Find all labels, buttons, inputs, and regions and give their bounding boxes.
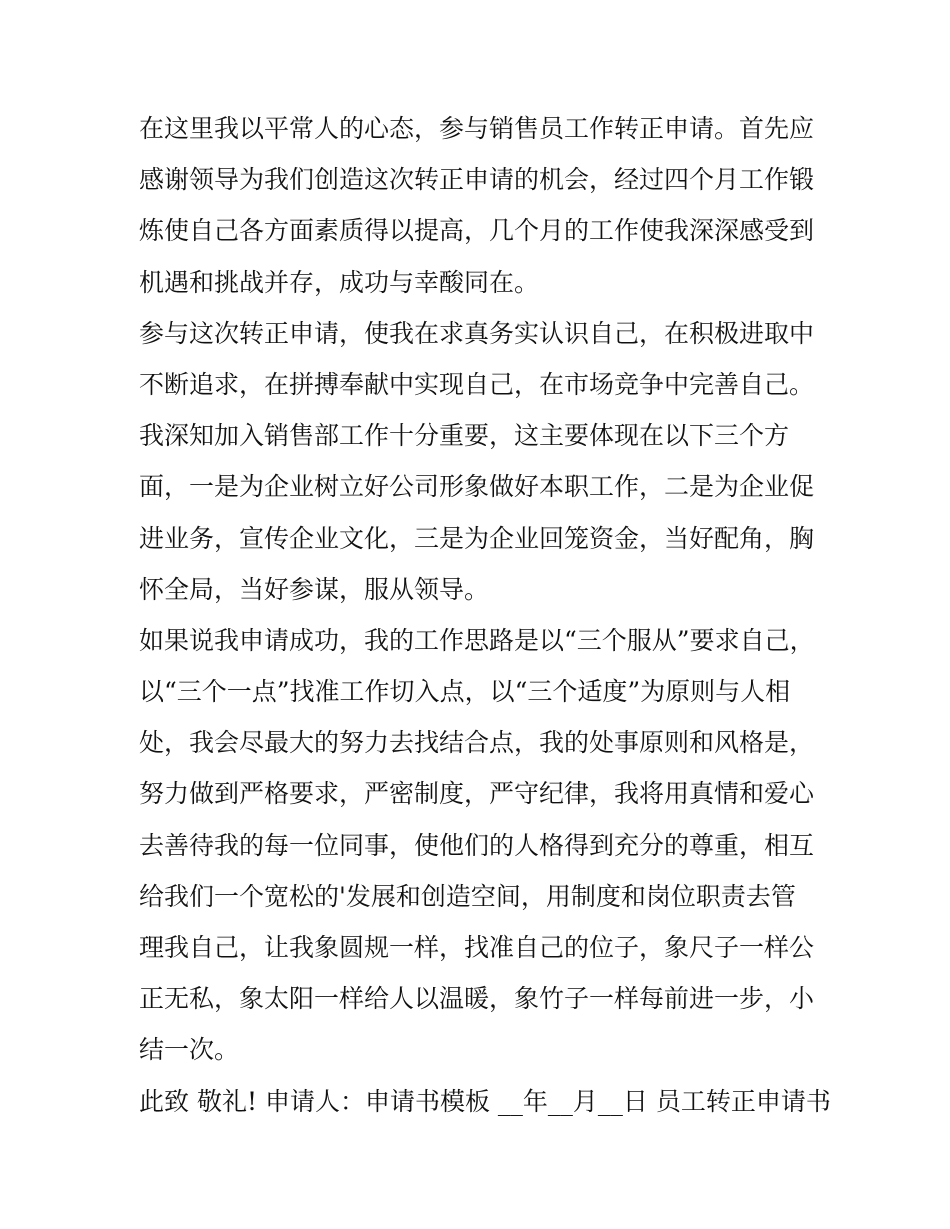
text-line: 以“三个一点”找准工作切入点，以“三个适度”为原则与人相 bbox=[139, 677, 791, 707]
text-line: 理我自己，让我象圆规一样，找准自己的位子，象尺子一样公 bbox=[139, 933, 815, 962]
text-line: 怀全局，当好参谋，服从领导。 bbox=[139, 574, 490, 604]
text-line: 给我们一个宽松的'发展和创造空间，用制度和岗位职责去管 bbox=[139, 881, 796, 911]
text-line: 面，一是为企业树立好公司形象做好本职工作，二是为企业促 bbox=[139, 472, 815, 502]
text-line: 在这里我以平常人的心态，参与销售员工作转正申请。首先应 bbox=[139, 114, 815, 143]
text-line: 参与这次转正申请，使我在求真务实认识自己，在积极进取中 bbox=[139, 318, 815, 348]
text-line: 机遇和挑战并存，成功与幸酸同在。 bbox=[139, 267, 540, 297]
text-line: 处，我会尽最大的努力去找结合点，我的处事原则和风格是， bbox=[139, 728, 815, 758]
text-line: 结一次。 bbox=[139, 1035, 240, 1065]
document-body bbox=[139, 103, 831, 1127]
text-line: 进业务，宣传企业文化，三是为企业回笼资金，当好配角，胸 bbox=[139, 523, 815, 553]
text-line: 感谢领导为我们创造这次转正申请的机会，经过四个月工作锻 bbox=[139, 165, 815, 195]
text-line: 炼使自己各方面素质得以提高，几个月的工作使我深深感受到 bbox=[139, 216, 815, 246]
text-line: 去善待我的每一位同事，使他们的人格得到充分的尊重，相互 bbox=[139, 830, 815, 860]
closing-line: 此致 敬礼! 申请人：申请书模板 __年__月__日 员工转正申请书 bbox=[139, 1086, 831, 1116]
text-line: 正无私，象太阳一样给人以温暖，象竹子一样每前进一步，小 bbox=[139, 984, 815, 1014]
text-line: 努力做到严格要求，严密制度，严守纪律，我将用真情和爱心 bbox=[139, 779, 815, 809]
text-line: 我深知加入销售部工作十分重要，这主要体现在以下三个方 bbox=[139, 421, 790, 451]
text-line: 如果说我申请成功，我的工作思路是以“三个服从”要求自己， bbox=[139, 625, 815, 655]
text-line: 不断追求，在拼搏奉献中实现自己，在市场竞争中完善自己。 bbox=[139, 369, 815, 399]
